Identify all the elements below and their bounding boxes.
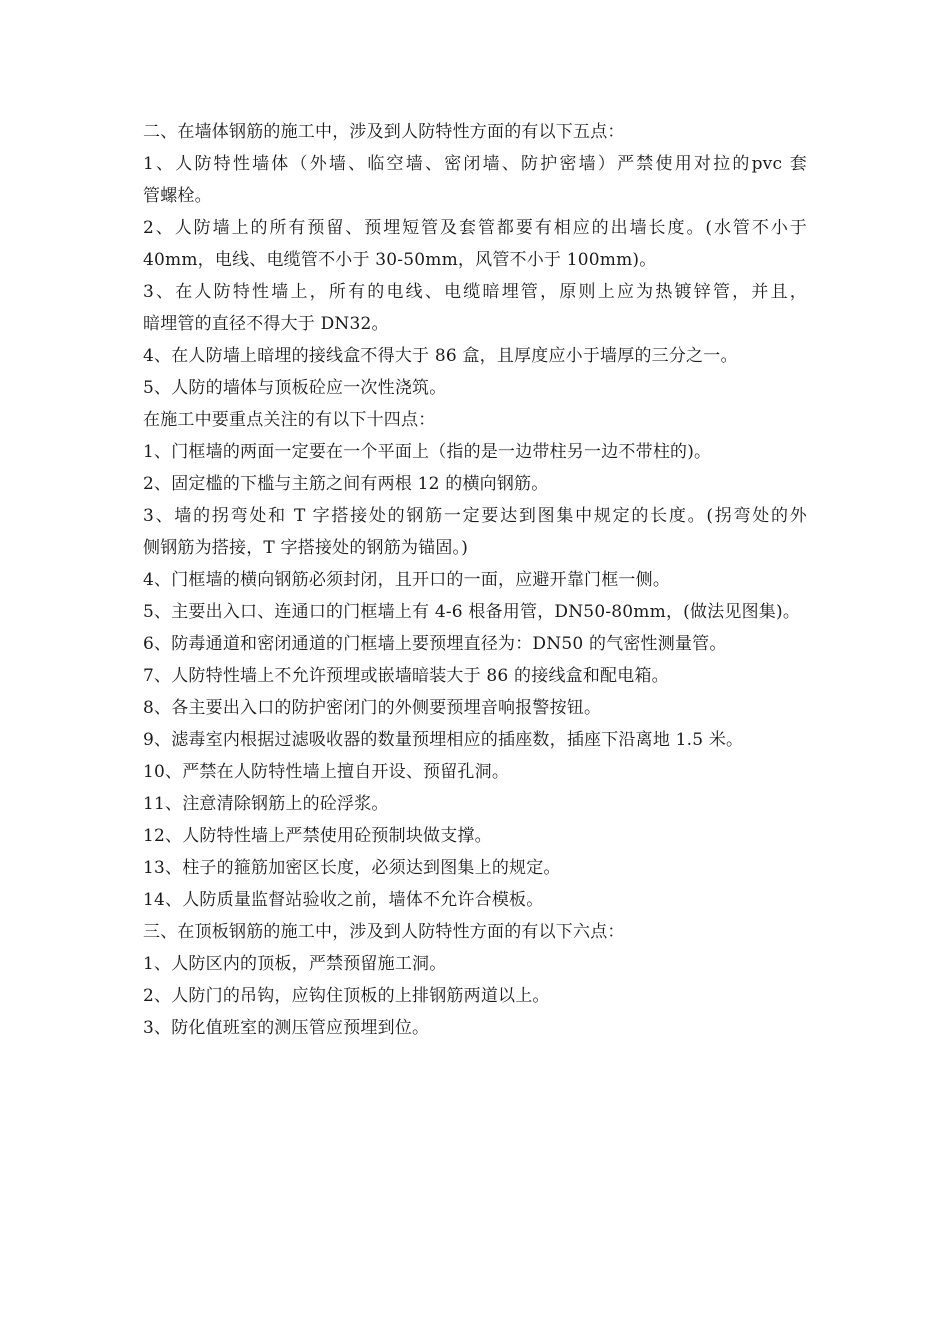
paragraph-line: 3、在人防特性墙上，所有的电线、电缆暗埋管，原则上应为热镀锌管，并且，: [143, 282, 807, 302]
paragraph-line: 4、门框墙的横向钢筋必须封闭，且开口的一面，应避开靠门框一侧。: [143, 570, 671, 590]
paragraph-line: 1、人防区内的顶板，严禁预留施工洞。: [143, 954, 447, 974]
paragraph-line: 1、人防特性墙体（外墙、临空墙、密闭墙、防护密墙）严禁使用对拉的pvc 套: [143, 154, 807, 174]
paragraph-line: 13、柱子的箍筋加密区长度，必须达到图集上的规定。: [143, 858, 561, 878]
paragraph-line: 6、防毒通道和密闭通道的门框墙上要预埋直径为：DN50 的气密性测量管。: [143, 634, 727, 654]
paragraph-line: 11、注意清除钢筋上的砼浮浆。: [143, 794, 389, 814]
paragraph-line: 9、滤毒室内根据过滤吸收器的数量预埋相应的插座数，插座下沿离地 1.5 米。: [143, 730, 744, 750]
paragraph-line: 管螺栓。: [143, 186, 212, 206]
paragraph-line: 1、门框墙的两面一定要在一个平面上（指的是一边带柱另一边不带柱的)。: [143, 442, 712, 462]
document-body: [143, 116, 813, 1044]
section-heading-roof-rebar: 三、在顶板钢筋的施工中，涉及到人防特性方面的有以下六点：: [143, 922, 625, 942]
paragraph-line: 4、在人防墙上暗埋的接线盒不得大于 86 盒，且厚度应小于墙厚的三分之一。: [143, 346, 738, 366]
paragraph-line: 8、各主要出入口的防护密闭门的外侧要预埋音响报警按钮。: [143, 698, 602, 718]
paragraph-line: 2、人防门的吊钩，应钩住顶板的上排钢筋两道以上。: [143, 986, 550, 1006]
section-heading-wall-rebar: 二、在墙体钢筋的施工中，涉及到人防特性方面的有以下五点：: [143, 122, 625, 142]
paragraph-line: 3、防化值班室的测压管应预埋到位。: [143, 1018, 430, 1038]
paragraph-line: 12、人防特性墙上严禁使用砼预制块做支撑。: [143, 826, 492, 846]
paragraph-line: 14、人防质量监督站验收之前，墙体不允许合模板。: [143, 890, 544, 910]
paragraph-line: 5、主要出入口、连通口的门框墙上有 4-6 根备用管，DN50-80mm，(做法见图集)。: [143, 602, 801, 622]
paragraph-line: 3、墙的拐弯处和 T 字搭接处的钢筋一定要达到图集中规定的长度。(拐弯处的外: [143, 506, 807, 526]
paragraph-line: 2、人防墙上的所有预留、预埋短管及套管都要有相应的出墙长度。(水管不小于: [143, 218, 807, 238]
paragraph-line: 2、固定槛的下槛与主筋之间有两根 12 的横向钢筋。: [143, 474, 549, 494]
paragraph-line: 5、人防的墙体与顶板砼应一次性浇筑。: [143, 378, 447, 398]
section-heading-key-points: 在施工中要重点关注的有以下十四点：: [143, 410, 436, 430]
paragraph-line: 40mm，电线、电缆管不小于 30-50mm，风管不小于 100mm)。: [143, 250, 657, 270]
paragraph-line: 暗埋管的直径不得大于 DN32。: [143, 314, 389, 334]
paragraph-line: 7、人防特性墙上不允许预埋或嵌墙暗装大于 86 的接线盒和配电箱。: [143, 666, 669, 686]
paragraph-line: 10、严禁在人防特性墙上擅自开设、预留孔洞。: [143, 762, 510, 782]
paragraph-line: 侧钢筋为搭接，T 字搭接处的钢筋为锚固。): [143, 538, 469, 558]
